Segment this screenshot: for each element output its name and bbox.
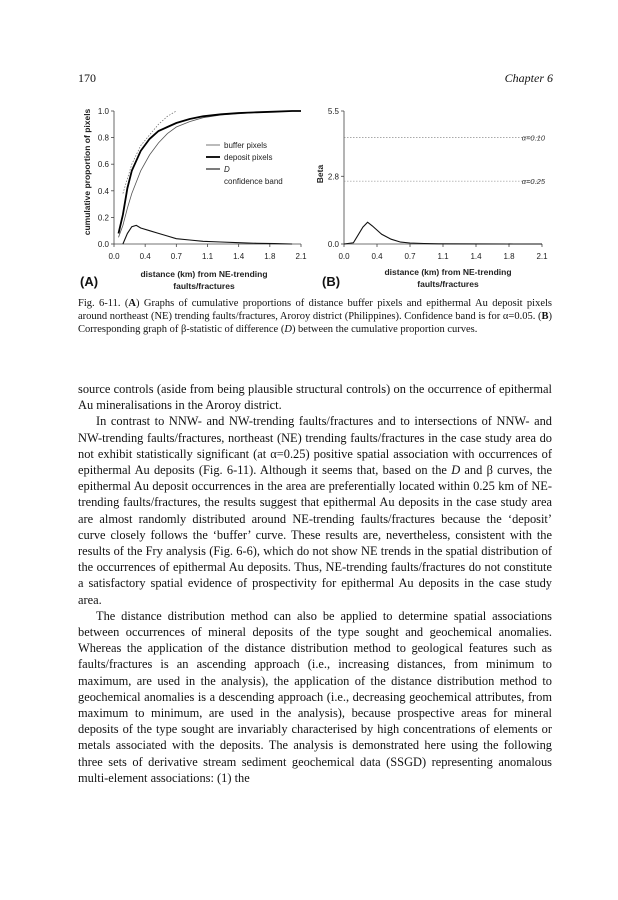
caption-panel-b: B xyxy=(541,311,549,322)
series-line-beta xyxy=(344,222,542,244)
page-number: 170 xyxy=(78,71,96,85)
y-tick-label: 1.0 xyxy=(97,107,109,116)
paragraph-3: The distance distribution method can also be applied to determine spatial associations between occurrences of mineral deposits of the type sought and geochemical anomalies. Whereas the application of the distance distribution method to geological features such as faults/fractures is an ascending approach (i.e., increasing distances, from minimum to maximum, are used in the analysis), the application of the distance distribution method to geochemical anomalies is a descending approach (i.e., decreasing geochemical attributes, from maximum to minimum, are used in the analysis), because prospective areas for mineral deposits of the type sought are invariably characterised by high concentrations of elements or metals associated with the deposits. The analysis is demonstrated here using the following three sets of derivative stream sediment geochemical data (SSGD) representing anomalous multi-element associations: (1) the xyxy=(78,608,552,785)
x-tick-label: 0.4 xyxy=(139,252,151,261)
x-tick-label: 2.1 xyxy=(295,252,307,261)
series-line-confidence-band xyxy=(123,111,176,194)
caption-panel-a: A xyxy=(128,298,136,309)
x-tick-label: 1.8 xyxy=(503,252,515,261)
x-tick-label: 1.1 xyxy=(201,252,214,261)
paragraph-1: source controls (aside from being plausible structural controls) on the occurrence of epithermal Au mineralisations in the Aroroy district. xyxy=(78,382,552,413)
x-tick-label: 1.8 xyxy=(264,252,276,261)
x-tick-label: 1.4 xyxy=(233,252,245,261)
y-tick-label: 0.8 xyxy=(97,133,109,143)
legend-a xyxy=(206,141,283,186)
y-tick-label: 0.2 xyxy=(97,213,109,223)
x-axis-label-b-line1: distance (km) from NE-trending xyxy=(384,267,512,277)
x-tick-label: 0.7 xyxy=(404,252,416,261)
y-tick-label: 2.8 xyxy=(327,172,339,182)
figure-6-11 xyxy=(76,100,556,296)
x-tick-label: 1.4 xyxy=(470,252,482,261)
caption-text-3: ) between the cumulative proportion curves. xyxy=(291,324,478,335)
legend-label: confidence band xyxy=(224,177,283,186)
x-tick-label: 0.0 xyxy=(338,252,350,261)
y-tick-label: 0.0 xyxy=(327,240,339,249)
series-line-buffer-pixels xyxy=(119,111,302,237)
x-tick-label: 0.7 xyxy=(170,252,182,261)
caption-text-1: Graphs of cumulative proportions of distance buffer pixels and epithermal Au deposit pixels around northeast (NE) trending faults/fractures, Aroroy district (Philippines). Confidence band is for α=0.05. ( xyxy=(78,298,552,322)
x-axis-label-b-line2: faults/fractures xyxy=(417,279,479,289)
paragraph-2-part-b: and β curves, the epithermal Au deposit occurrences in the area are preferentially located within 0.25 km of NE-trending faults/fractures, the results suggest that epithermal Au deposits in the case study area are almost randomly distributed around NE-trending faults/fractures because the ‘deposit’ curve closely follows the ‘buffer’ curve. These results are, nevertheless, consistent with the results of the Fry analysis (Fig. 6-6), which do not show NE trends in the spatial distribution of the occurrences of epithermal Au deposits. Thus, NE-trending faults/fractures do not constitute a satisfactory spatial evidence of prospectivity for epithermal Au deposits in the case study area. xyxy=(78,463,552,607)
panel-label-a: (A) xyxy=(80,274,99,289)
paragraph-2 xyxy=(78,413,552,607)
legend-label: deposit pixels xyxy=(224,153,273,162)
legend-label: D xyxy=(224,165,230,174)
caption-d-symbol: D xyxy=(284,324,292,335)
x-axis-label-a-line1: distance (km) from NE-trending xyxy=(140,269,268,279)
reference-line-label: α=0.10 xyxy=(521,133,545,143)
x-axis-label-a-line2: faults/fractures xyxy=(173,281,235,291)
y-axis-label-b: Beta xyxy=(315,164,325,184)
x-tick-label: 1.1 xyxy=(437,252,449,261)
y-tick-label: 0.6 xyxy=(97,160,109,170)
caption-text-2: ) Corresponding graph of β-statistic of difference ( xyxy=(78,311,552,335)
panel-label-b: (B) xyxy=(322,274,341,289)
series-line-deposit-pixels xyxy=(119,111,302,233)
caption-label: Fig. 6-11. xyxy=(78,298,121,309)
x-tick-label: 0.4 xyxy=(371,252,383,261)
running-header: Chapter 6 xyxy=(504,71,553,85)
legend-label: buffer pixels xyxy=(224,141,267,150)
y-tick-label: 5.5 xyxy=(327,107,339,116)
reference-line-label: α=0.25 xyxy=(521,177,545,187)
series-line-d xyxy=(123,225,292,244)
y-axis-label-a: cumulative proportion of pixels xyxy=(82,108,92,236)
paragraph-2-d-symbol: D xyxy=(451,463,461,478)
paragraph-2-part-a: In contrast to NNW- and NW-trending faults/fractures and to intersections of NNW- and NW-trending faults/fractures, northeast (NE) trending faults/fractures in the case study area do not exhibit statistically significant (at α=0.25) positive spatial association with occurrences of epithermal Au deposits (Fig. 6-11). Although it seems that, based on the xyxy=(78,414,552,478)
x-tick-label: 2.1 xyxy=(536,252,548,261)
body-text xyxy=(78,381,552,786)
y-tick-label: 0.0 xyxy=(97,240,109,249)
y-tick-label: 0.4 xyxy=(97,186,109,196)
x-tick-label: 0.0 xyxy=(108,252,120,261)
chart-panel-b xyxy=(316,100,556,296)
chart-panel-a xyxy=(76,100,316,296)
figure-caption: Fig. 6-11. (A) Graphs of cumulative proportions of distance buffer pixels and epithermal Au deposit pixels around northeast (NE) trending faults/fractures, Aroroy district (Philippines). Confidence band is for α=0.05. (B) Corresponding graph of β-statistic of difference (D) between the cumulative proportion curves. xyxy=(78,298,552,335)
